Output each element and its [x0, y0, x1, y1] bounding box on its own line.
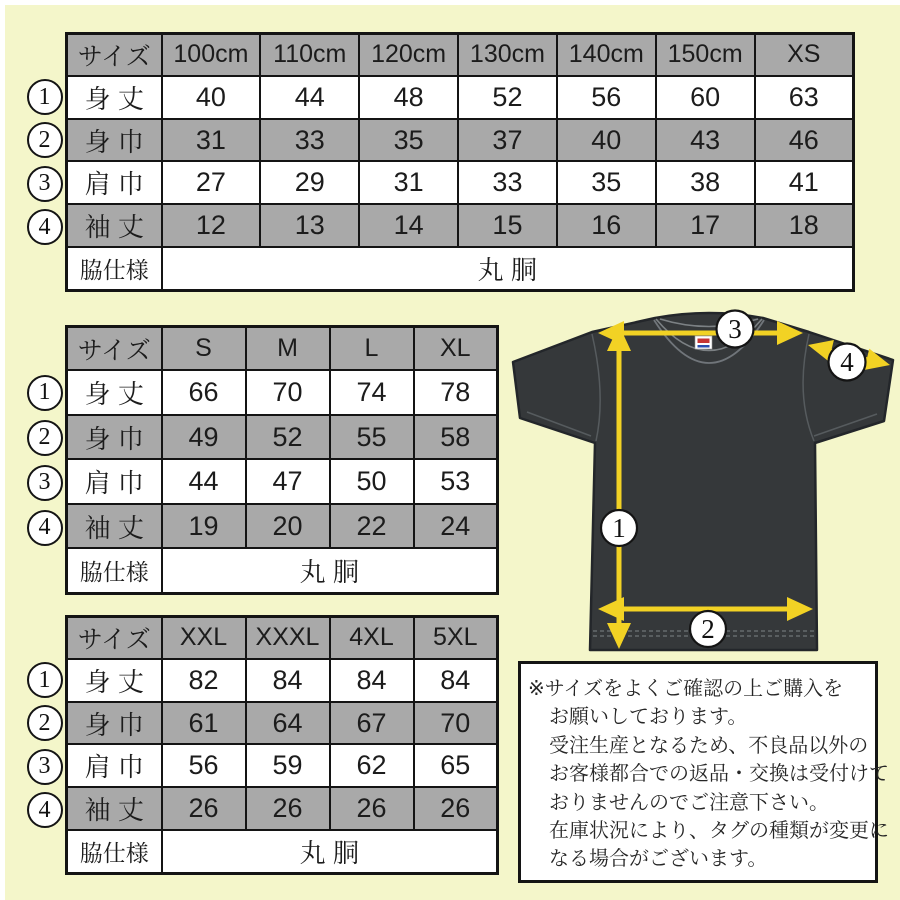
note-line: 在庫状況により、タグの種類が変更に — [549, 820, 889, 843]
size-value-cell: 31 — [162, 119, 261, 162]
row-label: 袖 丈 — [67, 204, 162, 247]
size-table-row — [67, 161, 854, 204]
marker-3-circle — [717, 311, 754, 348]
size-value-cell: 41 — [755, 161, 854, 204]
tshirt-measurement-diagram — [500, 300, 900, 670]
size-value-cell: 60 — [656, 76, 755, 119]
size-table-row — [67, 119, 854, 162]
header-cell: S — [162, 327, 246, 371]
spec-label: 脇仕様 — [67, 247, 162, 290]
header-cell: 130cm — [458, 34, 557, 76]
row-marker-circle: 3 — [27, 166, 63, 202]
size-value-cell: 52 — [458, 76, 557, 119]
row-marker-circle: 2 — [27, 420, 63, 456]
note-line: なる場合がございます。 — [549, 848, 768, 871]
row-label: 袖 丈 — [67, 504, 162, 549]
size-value-cell: 70 — [414, 702, 498, 745]
row-marker-circle: 1 — [27, 662, 63, 698]
row-marker-circle: 3 — [27, 465, 63, 501]
size-value-cell: 31 — [359, 161, 458, 204]
size-table-kids — [65, 32, 855, 292]
header-cell: サイズ — [67, 34, 162, 76]
size-table-row — [67, 702, 498, 745]
header-cell: サイズ — [67, 617, 162, 659]
row-marker-circle: 3 — [27, 749, 63, 785]
header-cell: サイズ — [67, 327, 162, 371]
note-line: お客様都合での返品・交換は受付けて — [549, 763, 889, 786]
size-value-cell: 15 — [458, 204, 557, 247]
size-value-cell: 84 — [330, 659, 414, 702]
size-value-cell: 63 — [755, 76, 854, 119]
size-value-cell: 26 — [414, 787, 498, 830]
row-marker-circle: 1 — [27, 375, 63, 411]
size-value-cell: 84 — [246, 659, 330, 702]
size-value-cell: 62 — [330, 744, 414, 787]
size-value-cell: 44 — [260, 76, 359, 119]
spec-value: 丸 胴 — [162, 247, 854, 290]
marker-3-label: 3 — [728, 314, 742, 344]
size-table-row — [67, 659, 498, 702]
size-value-cell: 49 — [162, 415, 246, 460]
note-line: お願いしております。 — [549, 706, 748, 729]
size-value-cell: 66 — [162, 370, 246, 415]
marker-4-circle — [829, 344, 866, 381]
marker-1-label: 1 — [612, 513, 626, 543]
size-table-spec-row — [67, 830, 498, 873]
row-label: 肩 巾 — [67, 161, 162, 204]
header-cell: 4XL — [330, 617, 414, 659]
size-value-cell: 65 — [414, 744, 498, 787]
header-cell: XXXL — [246, 617, 330, 659]
size-table-row — [67, 504, 498, 549]
row-marker-circle: 1 — [27, 79, 63, 115]
size-value-cell: 35 — [359, 119, 458, 162]
note-line: 受注生産となるため、不良品以外の — [549, 734, 869, 757]
size-value-cell: 56 — [557, 76, 656, 119]
white-edge-left — [0, 0, 5, 900]
size-table-header-row — [67, 34, 854, 76]
size-value-cell: 50 — [330, 459, 414, 504]
white-edge-top — [0, 0, 900, 5]
row-label: 身 丈 — [67, 76, 162, 119]
row-marker-circle: 2 — [27, 705, 63, 741]
size-table-header-row — [67, 617, 498, 659]
size-table-spec-row — [67, 548, 498, 593]
size-value-cell: 67 — [330, 702, 414, 745]
size-value-cell: 61 — [162, 702, 246, 745]
size-value-cell: 74 — [330, 370, 414, 415]
row-label: 身 丈 — [67, 370, 162, 415]
size-table-row — [67, 204, 854, 247]
row-label: 肩 巾 — [67, 459, 162, 504]
size-value-cell: 40 — [162, 76, 261, 119]
size-value-cell: 46 — [755, 119, 854, 162]
row-marker-circle: 2 — [27, 122, 63, 158]
size-value-cell: 26 — [330, 787, 414, 830]
size-table-spec-row — [67, 247, 854, 290]
tshirt-graphic — [500, 300, 900, 670]
size-value-cell: 47 — [246, 459, 330, 504]
size-value-cell: 17 — [656, 204, 755, 247]
size-value-cell: 37 — [458, 119, 557, 162]
size-value-cell: 44 — [162, 459, 246, 504]
size-value-cell: 48 — [359, 76, 458, 119]
size-value-cell: 26 — [246, 787, 330, 830]
spec-label: 脇仕様 — [67, 548, 162, 593]
spec-label: 脇仕様 — [67, 830, 162, 873]
size-value-cell: 43 — [656, 119, 755, 162]
size-value-cell: 58 — [414, 415, 498, 460]
marker-2-circle — [690, 611, 726, 647]
size-value-cell: 12 — [162, 204, 261, 247]
size-table-large — [65, 615, 499, 875]
size-table-header-row — [67, 327, 498, 371]
size-table-row — [67, 459, 498, 504]
header-cell: XS — [755, 34, 854, 76]
header-cell: 120cm — [359, 34, 458, 76]
size-value-cell: 59 — [246, 744, 330, 787]
size-value-cell: 56 — [162, 744, 246, 787]
size-table-row — [67, 787, 498, 830]
size-value-cell: 35 — [557, 161, 656, 204]
size-value-cell: 40 — [557, 119, 656, 162]
size-value-cell: 55 — [330, 415, 414, 460]
spec-value: 丸 胴 — [162, 830, 498, 873]
spec-value: 丸 胴 — [162, 548, 498, 593]
header-cell: 140cm — [557, 34, 656, 76]
size-value-cell: 52 — [246, 415, 330, 460]
size-value-cell: 24 — [414, 504, 498, 549]
size-value-cell: 29 — [260, 161, 359, 204]
size-table-row — [67, 76, 854, 119]
row-label: 身 巾 — [67, 119, 162, 162]
brand-tag-icon — [695, 336, 712, 349]
size-value-cell: 53 — [414, 459, 498, 504]
size-value-cell: 38 — [656, 161, 755, 204]
note-line: ※サイズをよくご確認の上ご購入を — [528, 678, 844, 700]
size-value-cell: 26 — [162, 787, 246, 830]
row-label: 身 巾 — [67, 415, 162, 460]
marker-4-label: 4 — [840, 347, 854, 377]
size-value-cell: 70 — [246, 370, 330, 415]
row-marker-circle: 4 — [27, 510, 63, 546]
size-table-adult — [65, 325, 499, 595]
header-cell: XL — [414, 327, 498, 371]
row-label: 肩 巾 — [67, 744, 162, 787]
header-cell: 100cm — [162, 34, 261, 76]
header-cell: 110cm — [260, 34, 359, 76]
row-marker-circle: 4 — [27, 209, 63, 245]
size-value-cell: 78 — [414, 370, 498, 415]
size-value-cell: 22 — [330, 504, 414, 549]
row-label: 身 丈 — [67, 659, 162, 702]
marker-2-label: 2 — [701, 614, 715, 644]
note-line: おりませんのでご注意下さい。 — [549, 791, 829, 814]
size-value-cell: 82 — [162, 659, 246, 702]
size-value-cell: 84 — [414, 659, 498, 702]
size-table-row — [67, 744, 498, 787]
size-value-cell: 64 — [246, 702, 330, 745]
row-label: 袖 丈 — [67, 787, 162, 830]
size-value-cell: 33 — [458, 161, 557, 204]
row-marker-circle: 4 — [27, 792, 63, 828]
header-cell: 150cm — [656, 34, 755, 76]
size-value-cell: 18 — [755, 204, 854, 247]
size-value-cell: 19 — [162, 504, 246, 549]
header-cell: 5XL — [414, 617, 498, 659]
size-table-row — [67, 370, 498, 415]
size-value-cell: 33 — [260, 119, 359, 162]
header-cell: M — [246, 327, 330, 371]
purchase-note-box — [518, 661, 889, 883]
size-value-cell: 16 — [557, 204, 656, 247]
size-value-cell: 20 — [246, 504, 330, 549]
row-label: 身 巾 — [67, 702, 162, 745]
header-cell: L — [330, 327, 414, 371]
size-value-cell: 14 — [359, 204, 458, 247]
header-cell: XXL — [162, 617, 246, 659]
size-value-cell: 27 — [162, 161, 261, 204]
marker-1-circle — [601, 510, 637, 546]
size-table-row — [67, 415, 498, 460]
size-value-cell: 13 — [260, 204, 359, 247]
